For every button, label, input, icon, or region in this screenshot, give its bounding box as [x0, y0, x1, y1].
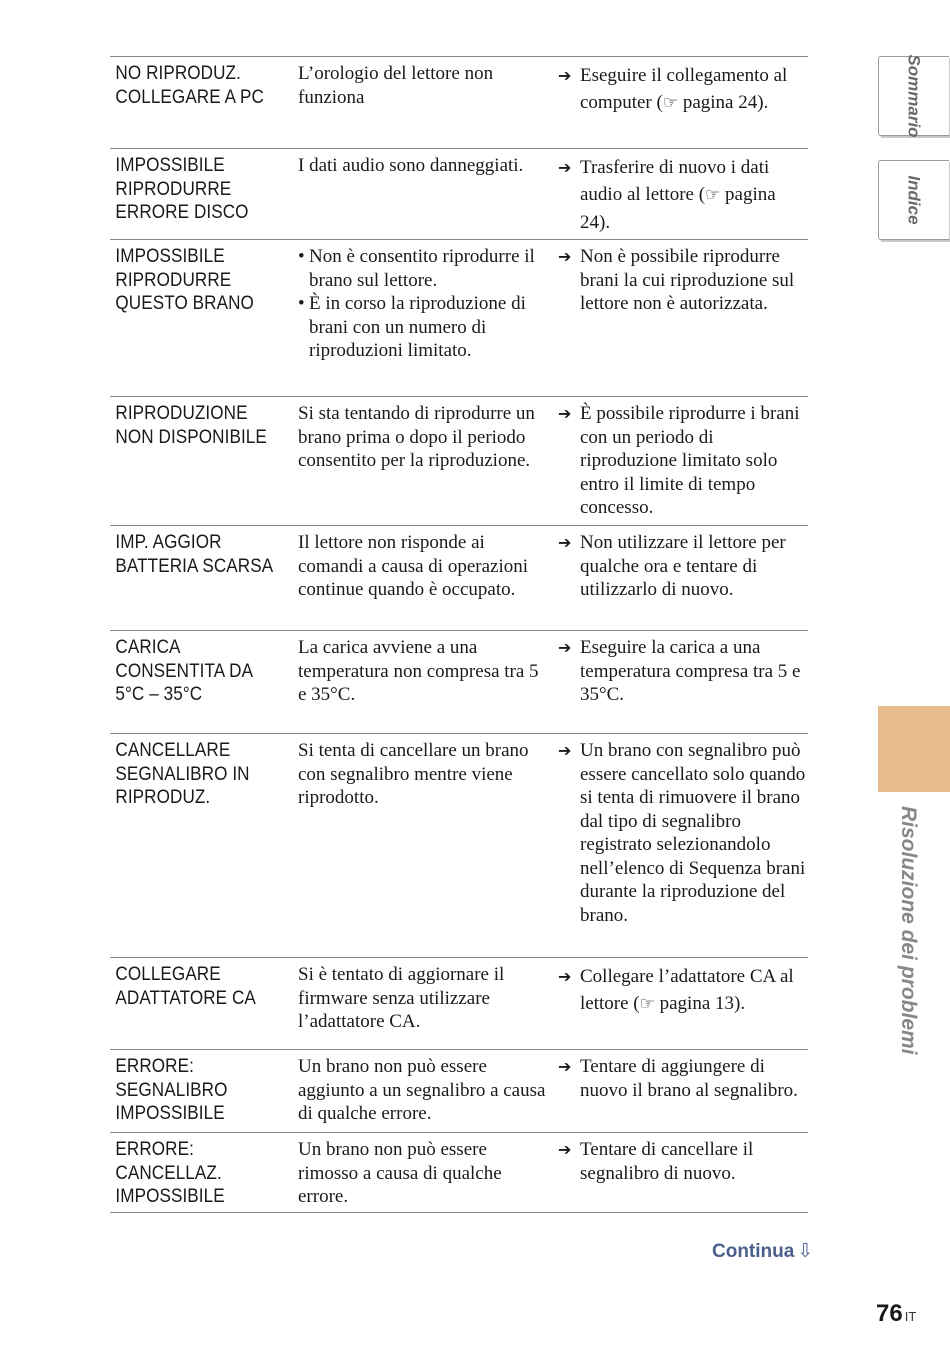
table-row [110, 1050, 808, 1133]
message-cell: RIPRODUZIONE NON DISPONIBILE [115, 403, 267, 448]
message-cell: IMPOSSIBILE RIPRODURRE QUESTO BRANO [115, 246, 254, 314]
right-arrow-icon: ➔ [558, 404, 572, 423]
right-arrow-icon: ➔ [558, 967, 572, 986]
tab-indice[interactable] [878, 160, 949, 240]
tab-indice-label: Indice [905, 175, 924, 225]
right-arrow-icon: ➔ [558, 638, 572, 657]
remedy-cell: ➔ Eseguire il collegamento al computer (☞ pagina 24). [550, 62, 808, 142]
table-row [110, 240, 808, 397]
right-arrow-icon: ➔ [558, 1140, 572, 1159]
message-cell: CANCELLARE SEGNALIBRO IN RIPRODUZ. [115, 740, 250, 808]
table-row [110, 57, 808, 149]
message-cell: CARICA CONSENTITA DA 5°C – 35°C [115, 637, 254, 705]
pointing-hand-icon: ☞ [639, 994, 655, 1014]
section-title: Risoluzione dei problemi [897, 806, 920, 1055]
message-cell: NO RIPRODUZ. COLLEGARE A PC [115, 63, 264, 108]
remedy-cell: ➔ È possibile riprodurre i brani con un periodo di riproduzione limitato solo entro il limite di tempo concesso. [558, 403, 800, 518]
remedy-cell: ➔ Trasferire di nuovo i dati audio al lettore (☞ pagina 24). [550, 154, 808, 233]
right-arrow-icon: ➔ [558, 741, 572, 760]
right-arrow-icon: ➔ [558, 66, 572, 85]
remedy-cell: ➔ Eseguire la carica a una temperatura compresa tra 5 e 35°C. [550, 636, 808, 727]
table-row [110, 1133, 808, 1213]
right-arrow-icon: ➔ [558, 533, 572, 552]
table-row [110, 397, 808, 526]
cause-cell: Si è tentato di aggiornare il firmware senza utilizzare l’adattatore CA. [298, 964, 505, 1032]
cause-cell [292, 245, 550, 390]
table-row [110, 631, 808, 734]
cause-cell: Il lettore non risponde ai comandi a causa di operazioni continue quando è occupato. [298, 532, 529, 600]
message-cell: IMPOSSIBILE RIPRODURRE ERRORE DISCO [115, 155, 249, 223]
pointing-hand-icon: ☞ [662, 93, 679, 113]
table-row [110, 526, 808, 631]
remedy-cell: ➔ Collegare l’adattatore CA al lettore (☞ pagina 13). [550, 963, 808, 1043]
tab-sommario[interactable] [878, 56, 949, 136]
continue-link[interactable]: Continua ⇩ [712, 1240, 814, 1262]
message-cell: ERRORE: SEGNALIBRO IMPOSSIBILE [115, 1056, 228, 1124]
message-cell: IMP. AGGIOR BATTERIA SCARSA [115, 532, 274, 577]
message-cell: ERRORE: CANCELLAZ. IMPOSSIBILE [115, 1139, 225, 1207]
pointing-hand-icon: ☞ [705, 185, 721, 205]
cause-cell: Un brano non può essere aggiunto a un segnalibro a causa di qualche errore. [298, 1056, 546, 1124]
section-marker [878, 706, 950, 792]
list-item: • Non è consentito riprodurre il brano sul lettore. [298, 246, 535, 291]
table-row [110, 149, 808, 240]
message-cell: COLLEGARE ADATTATORE CA [115, 964, 256, 1009]
page-reference-link[interactable]: pagina 24 [682, 92, 758, 113]
remedy-cell: ➔ Non utilizzare il lettore per qualche ora e tentare di utilizzarlo di nuovo. [550, 531, 808, 624]
error-message-table [110, 56, 808, 1213]
page-number: 76 IT [876, 1300, 917, 1327]
remedy-cell: ➔ Tentare di aggiungere di nuovo il brano al segnalibro. [550, 1055, 808, 1126]
table-row [110, 958, 808, 1050]
right-arrow-icon: ➔ [558, 247, 572, 266]
cause-cell: Si sta tentando di riprodurre un brano prima o dopo il periodo consentito per la riproduzione. [298, 403, 535, 471]
cause-cell: Un brano non può essere rimosso a causa di qualche errore. [298, 1139, 502, 1207]
cause-cell: I dati audio sono danneggiati. [298, 155, 524, 176]
page-reference-link[interactable]: pagina 13 [659, 993, 735, 1014]
table-row [110, 734, 808, 958]
cause-cell: La carica avviene a una temperatura non compresa tra 5 e 35°C. [298, 637, 539, 705]
remedy-cell: ➔ Un brano con segnalibro può essere cancellato solo quando si tenta di rimuovere il brano dal tipo di segnalibro registrato selezionandolo nell’elenco di Sequenza brani durante la riproduzione del brano. [550, 739, 808, 951]
cause-cell: L’orologio del lettore non funziona [298, 63, 494, 108]
remedy-cell: ➔ Tentare di cancellare il segnalibro di nuovo. [550, 1138, 808, 1206]
list-item: • È in corso la riproduzione di brani con un numero di riproduzioni limitato. [298, 293, 526, 361]
right-arrow-icon: ➔ [558, 1057, 572, 1076]
remedy-cell: ➔ Non è possibile riprodurre brani la cui riproduzione sul lettore non è autorizzata. [550, 245, 808, 390]
page-reference-link[interactable]: pagina 24 [580, 184, 776, 233]
down-arrow-icon: ⇩ [797, 1240, 814, 1262]
cause-cell: Si tenta di cancellare un brano con segnalibro mentre viene riprodotto. [298, 740, 529, 808]
right-arrow-icon: ➔ [558, 158, 572, 177]
tab-sommario-label: Sommario [905, 54, 925, 138]
